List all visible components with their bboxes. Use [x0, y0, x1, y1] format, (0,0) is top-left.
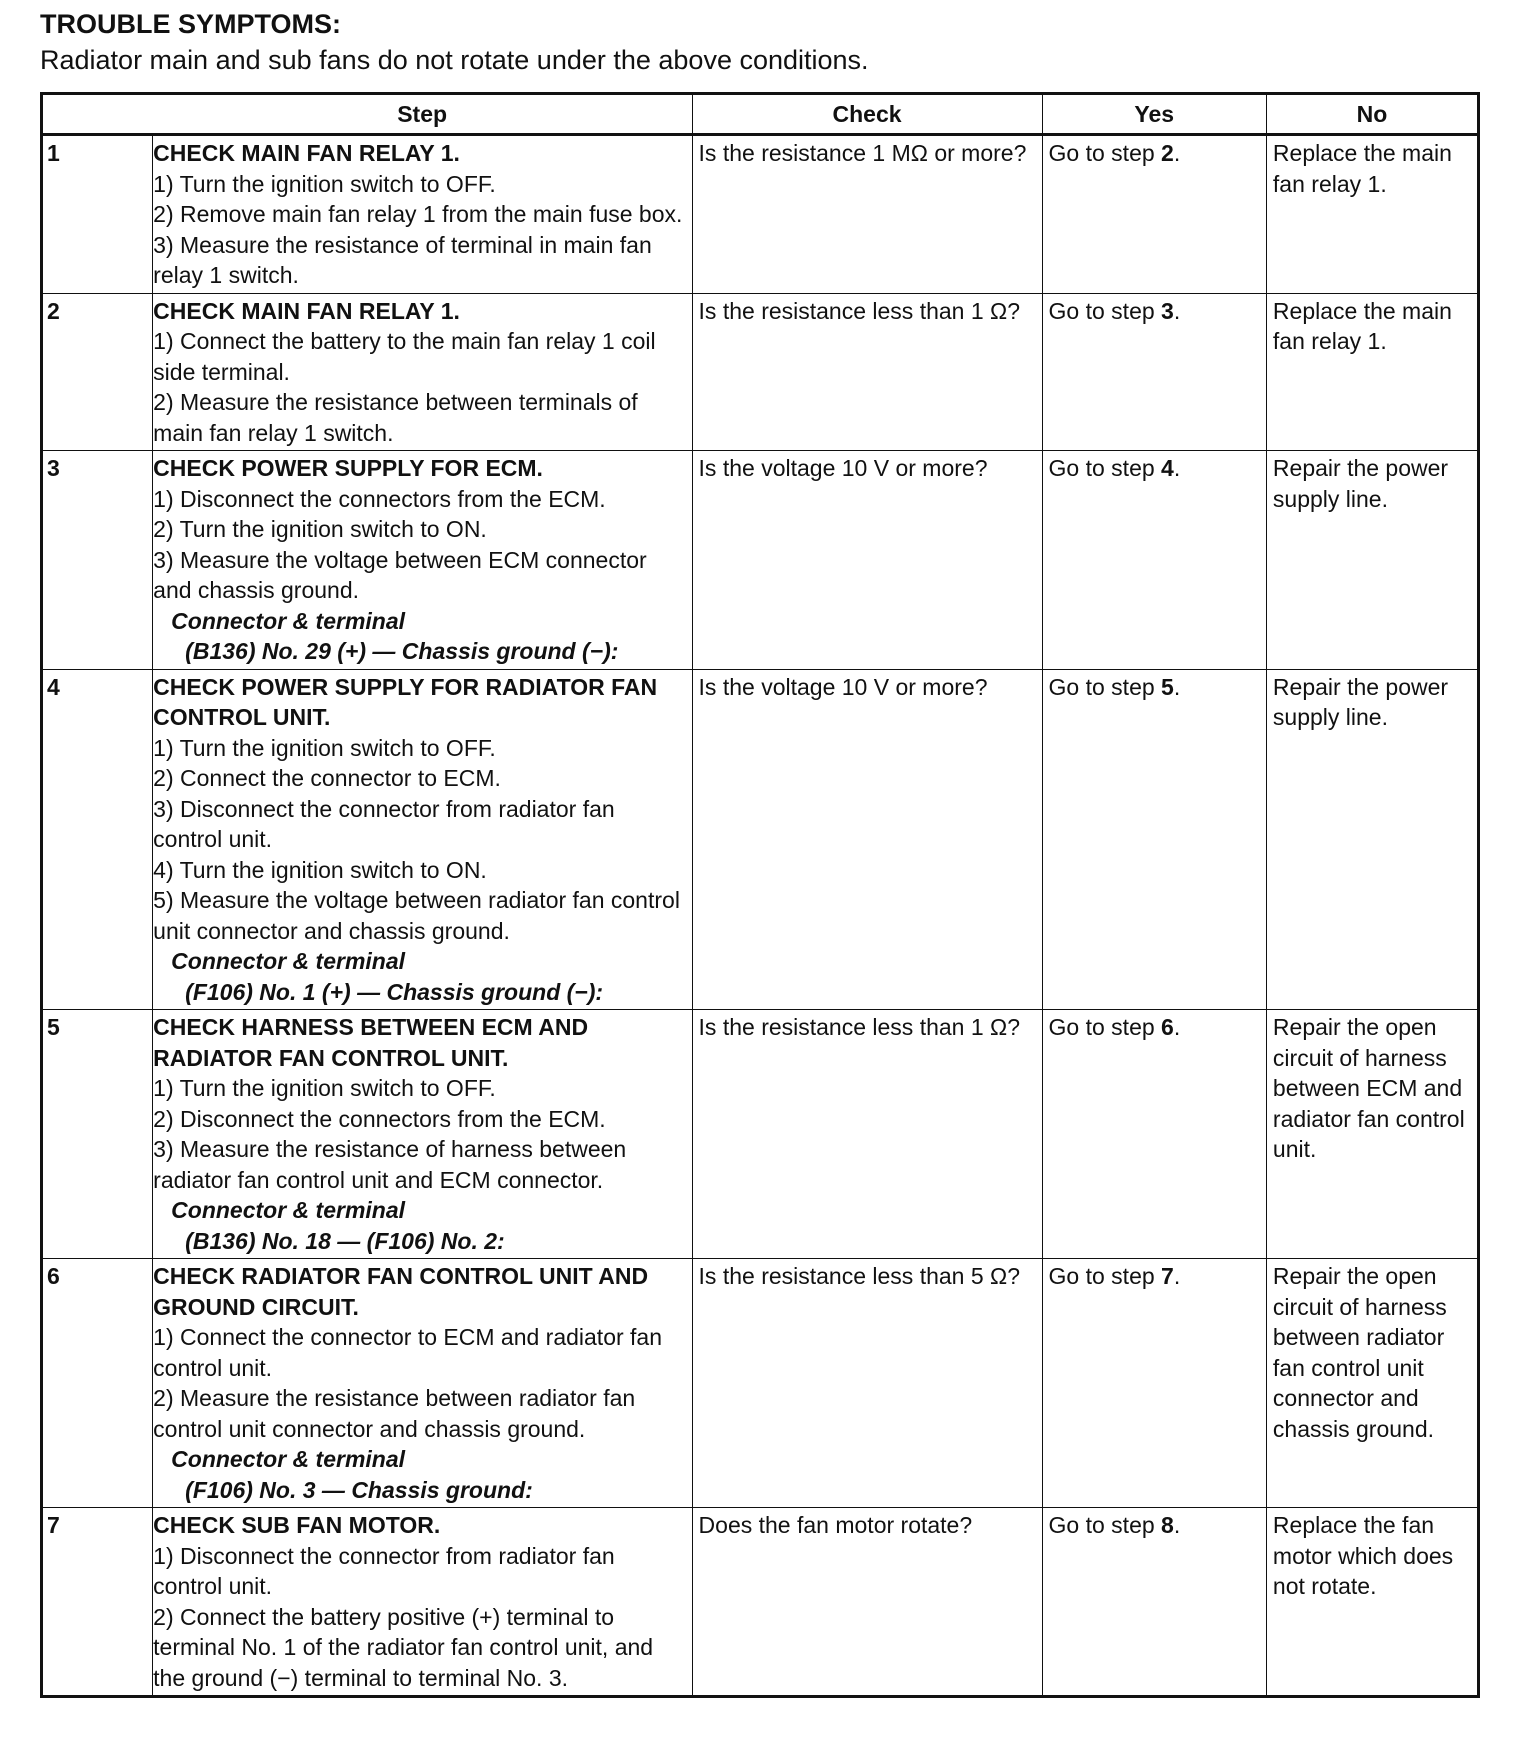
connector-terminal-value: (F106) No. 1 (+) — Chassis ground (−):	[185, 978, 604, 1005]
yes-action-text: Go to step	[1048, 1512, 1162, 1538]
step-instruction: 2) Connect the connector to ECM.	[153, 765, 501, 791]
step-instruction: 1) Turn the ignition switch to OFF.	[153, 170, 496, 197]
yes-cell	[1042, 135, 1266, 294]
check-cell: Is the voltage 10 V or more?	[692, 669, 1042, 1010]
yes-action-text: Go to step	[1048, 140, 1162, 166]
step-instruction: 1) Disconnect the connector from radiator fan control unit.	[153, 1542, 615, 1599]
table-row	[42, 1010, 1479, 1259]
table-header-row	[42, 94, 1479, 135]
step-instruction: 3) Measure the resistance of harness between radiator fan control unit and ECM connector.	[153, 1136, 627, 1193]
yes-cell	[1042, 1259, 1266, 1508]
yes-action-suffix: .	[1173, 140, 1181, 166]
yes-action-text: Go to step	[1048, 1014, 1162, 1040]
step-instruction: 4) Turn the ignition switch to ON.	[153, 856, 487, 883]
yes-cell	[1042, 451, 1266, 670]
yes-action-text: Go to step	[1048, 673, 1162, 700]
yes-action-suffix: .	[1173, 673, 1181, 700]
connector-terminal-label: Connector & terminal	[171, 607, 406, 634]
diagnostic-procedure-table	[40, 92, 1480, 1698]
no-cell: Repair the open circuit of harness between ECM and radiator fan control unit.	[1266, 1010, 1478, 1259]
yes-next-step-number: 2	[1161, 140, 1174, 166]
step-cell	[153, 669, 692, 1010]
column-header-step: Step	[153, 94, 692, 135]
connector-terminal-label: Connector & terminal	[171, 1197, 406, 1223]
yes-action-text: Go to step	[1048, 1263, 1162, 1289]
step-instruction: 1) Turn the ignition switch to OFF.	[153, 734, 496, 761]
column-header-no: No	[1266, 94, 1478, 135]
step-number: 7	[42, 1508, 153, 1697]
step-instruction: 5) Measure the voltage between radiator fan control unit connector and chassis ground.	[153, 887, 680, 944]
check-cell: Is the voltage 10 V or more?	[692, 451, 1042, 670]
step-cell	[153, 1259, 692, 1508]
step-number: 4	[42, 669, 153, 1010]
yes-action-suffix: .	[1173, 455, 1181, 481]
table-row	[42, 1259, 1479, 1508]
yes-action-suffix: .	[1173, 297, 1181, 324]
yes-next-step-number: 8	[1161, 1512, 1174, 1538]
step-title: CHECK SUB FAN MOTOR.	[153, 1512, 441, 1538]
yes-next-step-number: 3	[1161, 297, 1174, 324]
yes-action-suffix: .	[1173, 1512, 1181, 1538]
step-instruction: 2) Remove main fan relay 1 from the main fuse box.	[153, 201, 683, 227]
step-instruction: 1) Connect the connector to ECM and radiator fan control unit.	[153, 1324, 663, 1381]
step-cell	[153, 1508, 692, 1697]
step-instruction: 1) Disconnect the connectors from the ECM.	[153, 485, 606, 512]
yes-cell	[1042, 1508, 1266, 1697]
step-title: CHECK POWER SUPPLY FOR RADIATOR FAN CONTROL UNIT.	[153, 673, 658, 730]
step-cell	[153, 1010, 692, 1259]
yes-action-suffix: .	[1173, 1263, 1181, 1289]
step-number: 5	[42, 1010, 153, 1259]
trouble-symptoms-description: Radiator main and sub fans do not rotate under the above conditions.	[40, 45, 869, 75]
step-instruction: 2) Disconnect the connectors from the ECM.	[153, 1105, 606, 1132]
yes-next-step-number: 5	[1161, 673, 1174, 700]
table-body	[42, 135, 1479, 1697]
table-row	[42, 135, 1479, 294]
table-row	[42, 1508, 1479, 1697]
step-title: CHECK HARNESS BETWEEN ECM AND RADIATOR FAN CONTROL UNIT.	[153, 1014, 589, 1071]
yes-next-step-number: 6	[1161, 1014, 1174, 1040]
yes-action-text: Go to step	[1048, 455, 1162, 481]
connector-terminal-value: (B136) No. 29 (+) — Chassis ground (−):	[185, 638, 619, 664]
step-instruction: 3) Disconnect the connector from radiator fan control unit.	[153, 795, 615, 852]
document-page	[40, 6, 1480, 1698]
step-title: CHECK RADIATOR FAN CONTROL UNIT AND GROUND CIRCUIT.	[153, 1263, 649, 1320]
check-cell: Does the fan motor rotate?	[692, 1508, 1042, 1697]
connector-terminal-value: (B136) No. 18 — (F106) No. 2:	[185, 1227, 505, 1254]
column-header-step-number	[42, 94, 153, 135]
yes-cell	[1042, 293, 1266, 451]
step-cell	[153, 293, 692, 451]
no-cell: Repair the power supply line.	[1266, 669, 1478, 1010]
step-number: 6	[42, 1259, 153, 1508]
no-cell: Replace the main fan relay 1.	[1266, 293, 1478, 451]
check-cell: Is the resistance less than 5 Ω?	[692, 1259, 1042, 1508]
check-cell: Is the resistance less than 1 Ω?	[692, 1010, 1042, 1259]
step-cell	[153, 451, 692, 670]
step-instruction: 2) Turn the ignition switch to ON.	[153, 516, 487, 542]
yes-next-step-number: 7	[1161, 1263, 1174, 1289]
column-header-yes: Yes	[1042, 94, 1266, 135]
column-header-check: Check	[692, 94, 1042, 135]
table-row	[42, 293, 1479, 451]
yes-action-suffix: .	[1173, 1014, 1181, 1040]
step-instruction: 3) Measure the resistance of terminal in main fan relay 1 switch.	[153, 231, 652, 288]
table-row	[42, 669, 1479, 1010]
step-instruction: 2) Connect the battery positive (+) terminal to terminal No. 1 of the radiator fan control unit, and the ground (−) terminal to terminal No. 3.	[153, 1603, 654, 1691]
step-instruction: 1) Connect the battery to the main fan relay 1 coil side terminal.	[153, 328, 656, 385]
step-instruction: 2) Measure the resistance between terminals of main fan relay 1 switch.	[153, 389, 638, 446]
no-cell: Repair the power supply line.	[1266, 451, 1478, 670]
no-cell: Repair the open circuit of harness between radiator fan control unit connector and chassis ground.	[1266, 1259, 1478, 1508]
connector-terminal-label: Connector & terminal	[171, 1446, 406, 1472]
step-title: CHECK MAIN FAN RELAY 1.	[153, 297, 460, 324]
trouble-symptoms-heading: TROUBLE SYMPTOMS:	[40, 9, 342, 39]
yes-action-text: Go to step	[1048, 297, 1162, 324]
no-cell: Replace the main fan relay 1.	[1266, 135, 1478, 294]
connector-terminal-label: Connector & terminal	[171, 948, 406, 974]
step-cell	[153, 135, 692, 294]
check-cell: Is the resistance 1 MΩ or more?	[692, 135, 1042, 294]
step-instruction: 3) Measure the voltage between ECM connector and chassis ground.	[153, 546, 647, 603]
step-title: CHECK POWER SUPPLY FOR ECM.	[153, 455, 543, 481]
yes-cell	[1042, 669, 1266, 1010]
step-instruction: 2) Measure the resistance between radiator fan control unit connector and chassis ground.	[153, 1385, 636, 1442]
yes-cell	[1042, 1010, 1266, 1259]
table-row	[42, 451, 1479, 670]
connector-terminal-value: (F106) No. 3 — Chassis ground:	[185, 1476, 533, 1503]
step-title: CHECK MAIN FAN RELAY 1.	[153, 140, 460, 166]
yes-next-step-number: 4	[1161, 455, 1174, 481]
step-number: 3	[42, 451, 153, 670]
no-cell: Replace the fan motor which does not rotate.	[1266, 1508, 1478, 1697]
step-instruction: 1) Turn the ignition switch to OFF.	[153, 1075, 496, 1101]
step-number: 2	[42, 293, 153, 451]
step-number: 1	[42, 135, 153, 294]
check-cell: Is the resistance less than 1 Ω?	[692, 293, 1042, 451]
